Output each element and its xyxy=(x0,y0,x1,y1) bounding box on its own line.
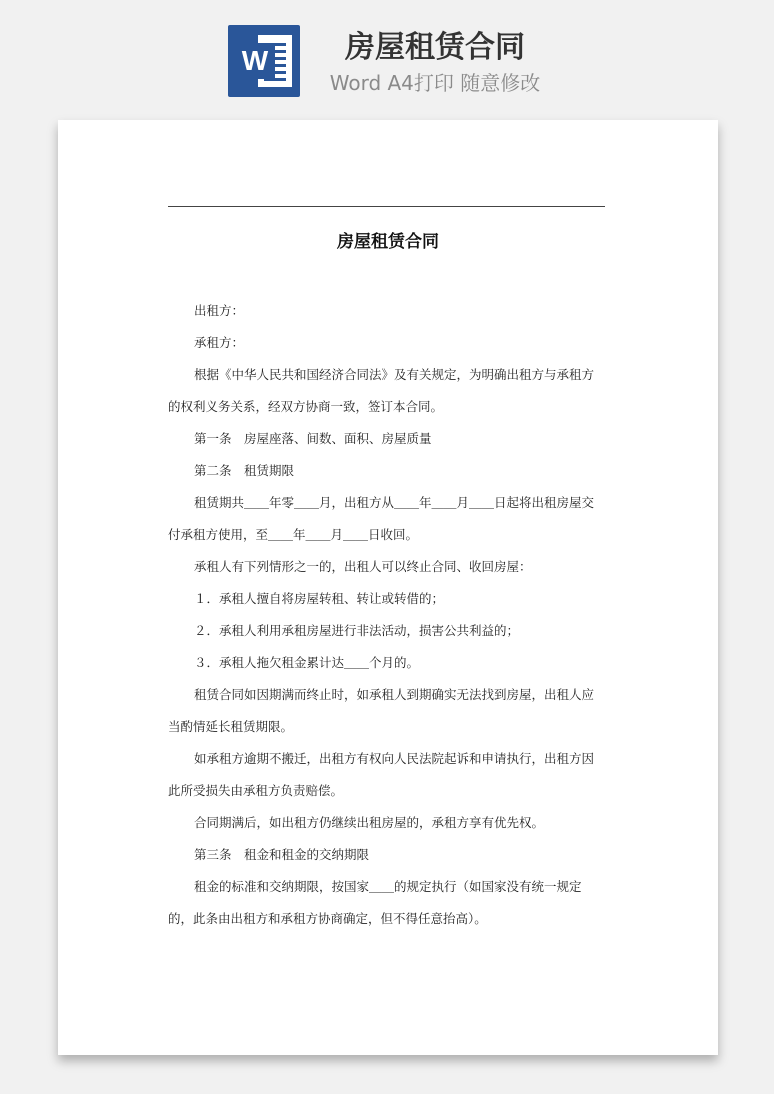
paragraph-extension: 租赁合同如因期满而终止时，如承租人到期确实无法找到房屋，出租人应当酌情延长租赁期限。 xyxy=(168,687,595,734)
paragraph-article-2: 第二条 租赁期限 xyxy=(194,463,295,478)
list-item-1: １．承租人擅自将房屋转租、转让或转借的； xyxy=(194,591,445,606)
word-logo-icon xyxy=(228,25,300,97)
document-body xyxy=(168,295,605,935)
list-item-2: ２．承租人利用承租房屋进行非法活动，损害公共利益的； xyxy=(194,623,520,638)
paragraph-lessor: 出租方： xyxy=(194,303,245,318)
header-title: 房屋租赁合同 xyxy=(345,30,525,65)
document-title: 房屋租赁合同 xyxy=(337,232,439,252)
paragraph-article-3: 第三条 租金和租金的交纳期限 xyxy=(194,847,370,862)
paragraph-overdue: 如承租方逾期不搬迁，出租方有权向人民法院起诉和申请执行，出租方因此所受损失由承租方负责赔偿。 xyxy=(168,751,595,798)
paragraph-termination: 承租人有下列情形之一的，出租人可以终止合同、收回房屋： xyxy=(194,559,532,574)
list-item-3: ３．承租人拖欠租金累计达＿＿个月的。 xyxy=(194,655,420,670)
paragraph-rent: 租金的标准和交纳期限，按国家＿＿的规定执行（如国家没有统一规定的，此条由出租方和承租方协商确定，但不得任意抬高）。 xyxy=(168,879,582,926)
document-page xyxy=(58,120,718,1055)
header-rule xyxy=(168,206,605,207)
header-subtitle: Word A4打印 随意修改 xyxy=(329,71,541,95)
header xyxy=(0,0,774,110)
paragraph-term: 租赁期共＿＿年零＿＿月，出租方从＿＿年＿＿月＿＿日起将出租房屋交付承租方使用，至＿＿年＿＿月＿＿日收回。 xyxy=(168,495,595,542)
paragraph-priority: 合同期满后，如出租方仍继续出租房屋的，承租方享有优先权。 xyxy=(194,815,545,830)
word-letter: W xyxy=(235,43,275,79)
paragraph-article-1: 第一条 房屋座落、间数、面积、房屋质量 xyxy=(194,431,432,446)
paragraph-lessee: 承租方： xyxy=(194,335,245,350)
paragraph-intro: 根据《中华人民共和国经济合同法》及有关规定，为明确出租方与承租方的权利义务关系，经双方协商一致，签订本合同。 xyxy=(168,367,595,414)
